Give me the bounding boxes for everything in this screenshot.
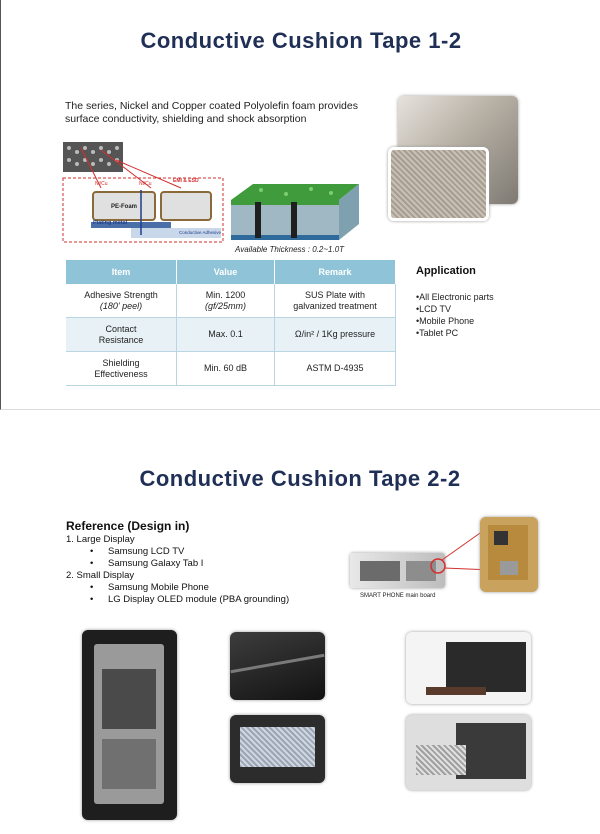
table-cell [177,284,275,318]
table-cell: Shielding Effectiveness [66,352,177,386]
metal-panel-photo [230,632,325,700]
large-display-heading: 1. Large Display [66,534,135,545]
small-display-heading: 2. Small Display [66,570,135,581]
table-row [66,284,396,318]
column-header: Value [177,260,275,284]
list-item: Samsung Mobile Phone [108,582,209,593]
bullet-icon: • [90,582,94,593]
tape-structure-diagram [61,140,231,248]
list-item: •Mobile Phone [416,316,475,326]
spec-table [66,260,396,386]
slide-title: Conductive Cushion Tape 1-2 [140,28,462,53]
tablet-back-photo [82,630,177,820]
board-caption: SMART PHONE main board [360,593,436,599]
slide-title: Conductive Cushion Tape 2-2 [139,466,461,491]
conductive-adhesive-label: Conductive Adhesive [179,230,222,235]
table-cell: SUS Plate with galvanized treatment [275,284,396,318]
column-header: Item [66,260,177,284]
table-cell: Max. 0.1 [177,318,275,352]
pe-foam-label: PE-Foam [111,204,138,210]
display-module-photo [406,632,531,704]
table-row [66,318,396,352]
fabric-texture-image [63,142,123,172]
plating-metal-label: Plating metal [93,220,128,226]
foam-cross-section-image [231,182,361,244]
column-header: Remark [275,260,396,284]
list-item: LG Display OLED module (PBA grounding) [108,594,290,605]
foam-tape-closeup-photo [230,715,325,783]
table-cell: Min. 60 dB [177,352,275,386]
ni-cu-label-b: Ni/Cu [139,181,152,187]
cell-text: Min. 1200 [205,289,246,300]
table-header-row [66,260,396,284]
table-cell: ASTM D-4935 [275,352,396,386]
bullet-icon: • [90,594,94,605]
list-item: Samsung LCD TV [108,546,185,557]
application-list [416,291,494,339]
thickness-note: Available Thickness : 0.2~1.0T [235,245,345,254]
slide-1 [0,0,600,410]
emi-esd-label: EMI & ESD [173,178,199,184]
cell-text: Adhesive Strength [84,289,158,300]
bullet-icon: • [90,546,94,557]
table-cell [66,284,177,318]
application-title: Application [416,265,476,277]
list-item: •All Electronic parts [416,292,494,302]
list-item: Samsung Galaxy Tab I [108,558,204,569]
board-closeup-photo [480,517,538,592]
list-item: •LCD TV [416,304,451,314]
table-cell: Contact Resistance [66,318,177,352]
bullet-icon: • [90,558,94,569]
display-edge-photo [406,715,531,790]
table-row [66,352,396,386]
ni-cu-label-a: Ni/Cu [95,181,108,187]
cell-note: (gf/25mm) [204,300,246,311]
intro-text: The series, Nickel and Copper coated Polyolefin foam provides surface conductivity, shielding and shock absorption [65,100,358,125]
reference-title: Reference (Design in) [66,519,190,533]
list-item: •Tablet PC [416,328,459,338]
fabric-swatch-photo [388,147,489,221]
cell-note: (180' peel) [99,300,143,311]
table-cell: Ω/in² / 1Kg pressure [275,318,396,352]
